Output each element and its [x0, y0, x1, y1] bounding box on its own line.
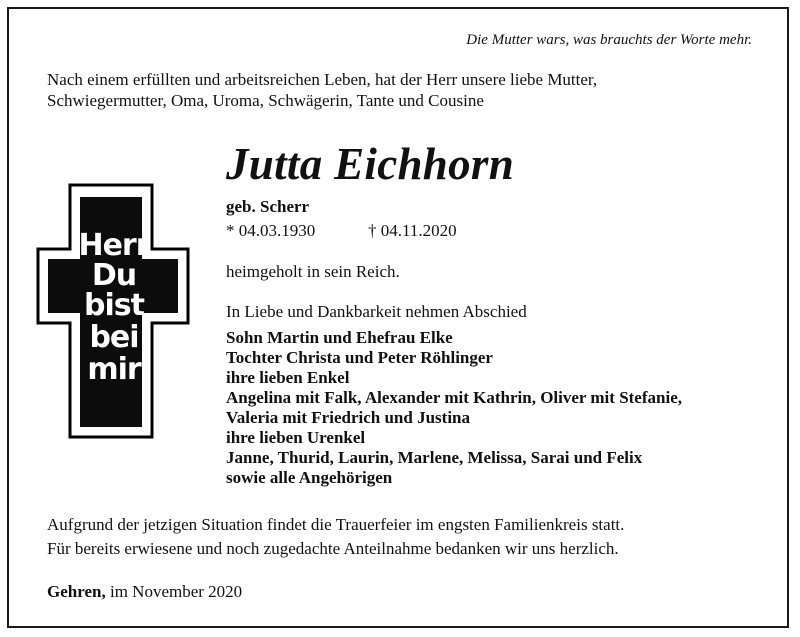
notice-line-2: Für bereits erwiesene und noch zugedachte Anteilnahme bedanken wir uns herzlich. — [47, 539, 619, 558]
intro-line-1: Nach einem erfüllten und arbeitsreichen Leben, hat der Herr unsere liebe Mutter, — [47, 70, 598, 89]
intro-line-2: Schwiegermutter, Oma, Uroma, Schwägerin, Tante und Cousine — [47, 91, 484, 110]
deceased-name: Jutta Eichhorn — [226, 139, 515, 189]
cross-word-4: bei — [89, 320, 139, 355]
cross-word-3: bist — [84, 288, 144, 323]
farewell-text: In Liebe und Dankbarkeit nehmen Abschied — [226, 302, 527, 321]
mourner-line: Sohn Martin und Ehefrau Elke — [226, 328, 453, 347]
notice-line-1: Aufgrund der jetzigen Situation findet die Trauerfeier im engsten Familienkreis statt. — [47, 515, 625, 534]
mourners-list — [226, 328, 682, 488]
cross-word-2: Du — [91, 258, 137, 293]
mourner-line: ihre lieben Enkel — [226, 368, 350, 387]
mourner-line: Valeria mit Friedrich und Justina — [226, 408, 470, 427]
maiden-name: geb. Scherr — [226, 197, 310, 216]
place-date — [47, 582, 242, 602]
mourner-line: Tochter Christa und Peter Röhlinger — [226, 348, 493, 367]
life-dates — [226, 221, 457, 241]
place-town: Gehren, — [47, 582, 106, 601]
death-date: † 04.11.2020 — [368, 221, 457, 240]
cross-word-1: Herr — [78, 228, 150, 263]
intro-text — [47, 69, 747, 111]
funeral-notice — [47, 513, 624, 561]
birth-date: * 04.03.1930 — [226, 221, 316, 240]
cross-word-5: mir — [87, 352, 141, 387]
mourner-line: sowie alle Angehörigen — [226, 468, 393, 487]
mourner-line: ihre lieben Urenkel — [226, 428, 366, 447]
mourner-line: Angelina mit Falk, Alexander mit Kathrin, Oliver mit Stefanie, — [226, 388, 682, 407]
mourner-line: Janne, Thurid, Laurin, Marlene, Melissa, Sarai und Felix — [226, 448, 643, 467]
place-month: im November 2020 — [105, 582, 243, 601]
cross-image — [36, 183, 192, 441]
motto: Die Mutter wars, was brauchts der Worte mehr. — [466, 32, 752, 48]
taken-home-text: heimgeholt in sein Reich. — [226, 262, 400, 281]
